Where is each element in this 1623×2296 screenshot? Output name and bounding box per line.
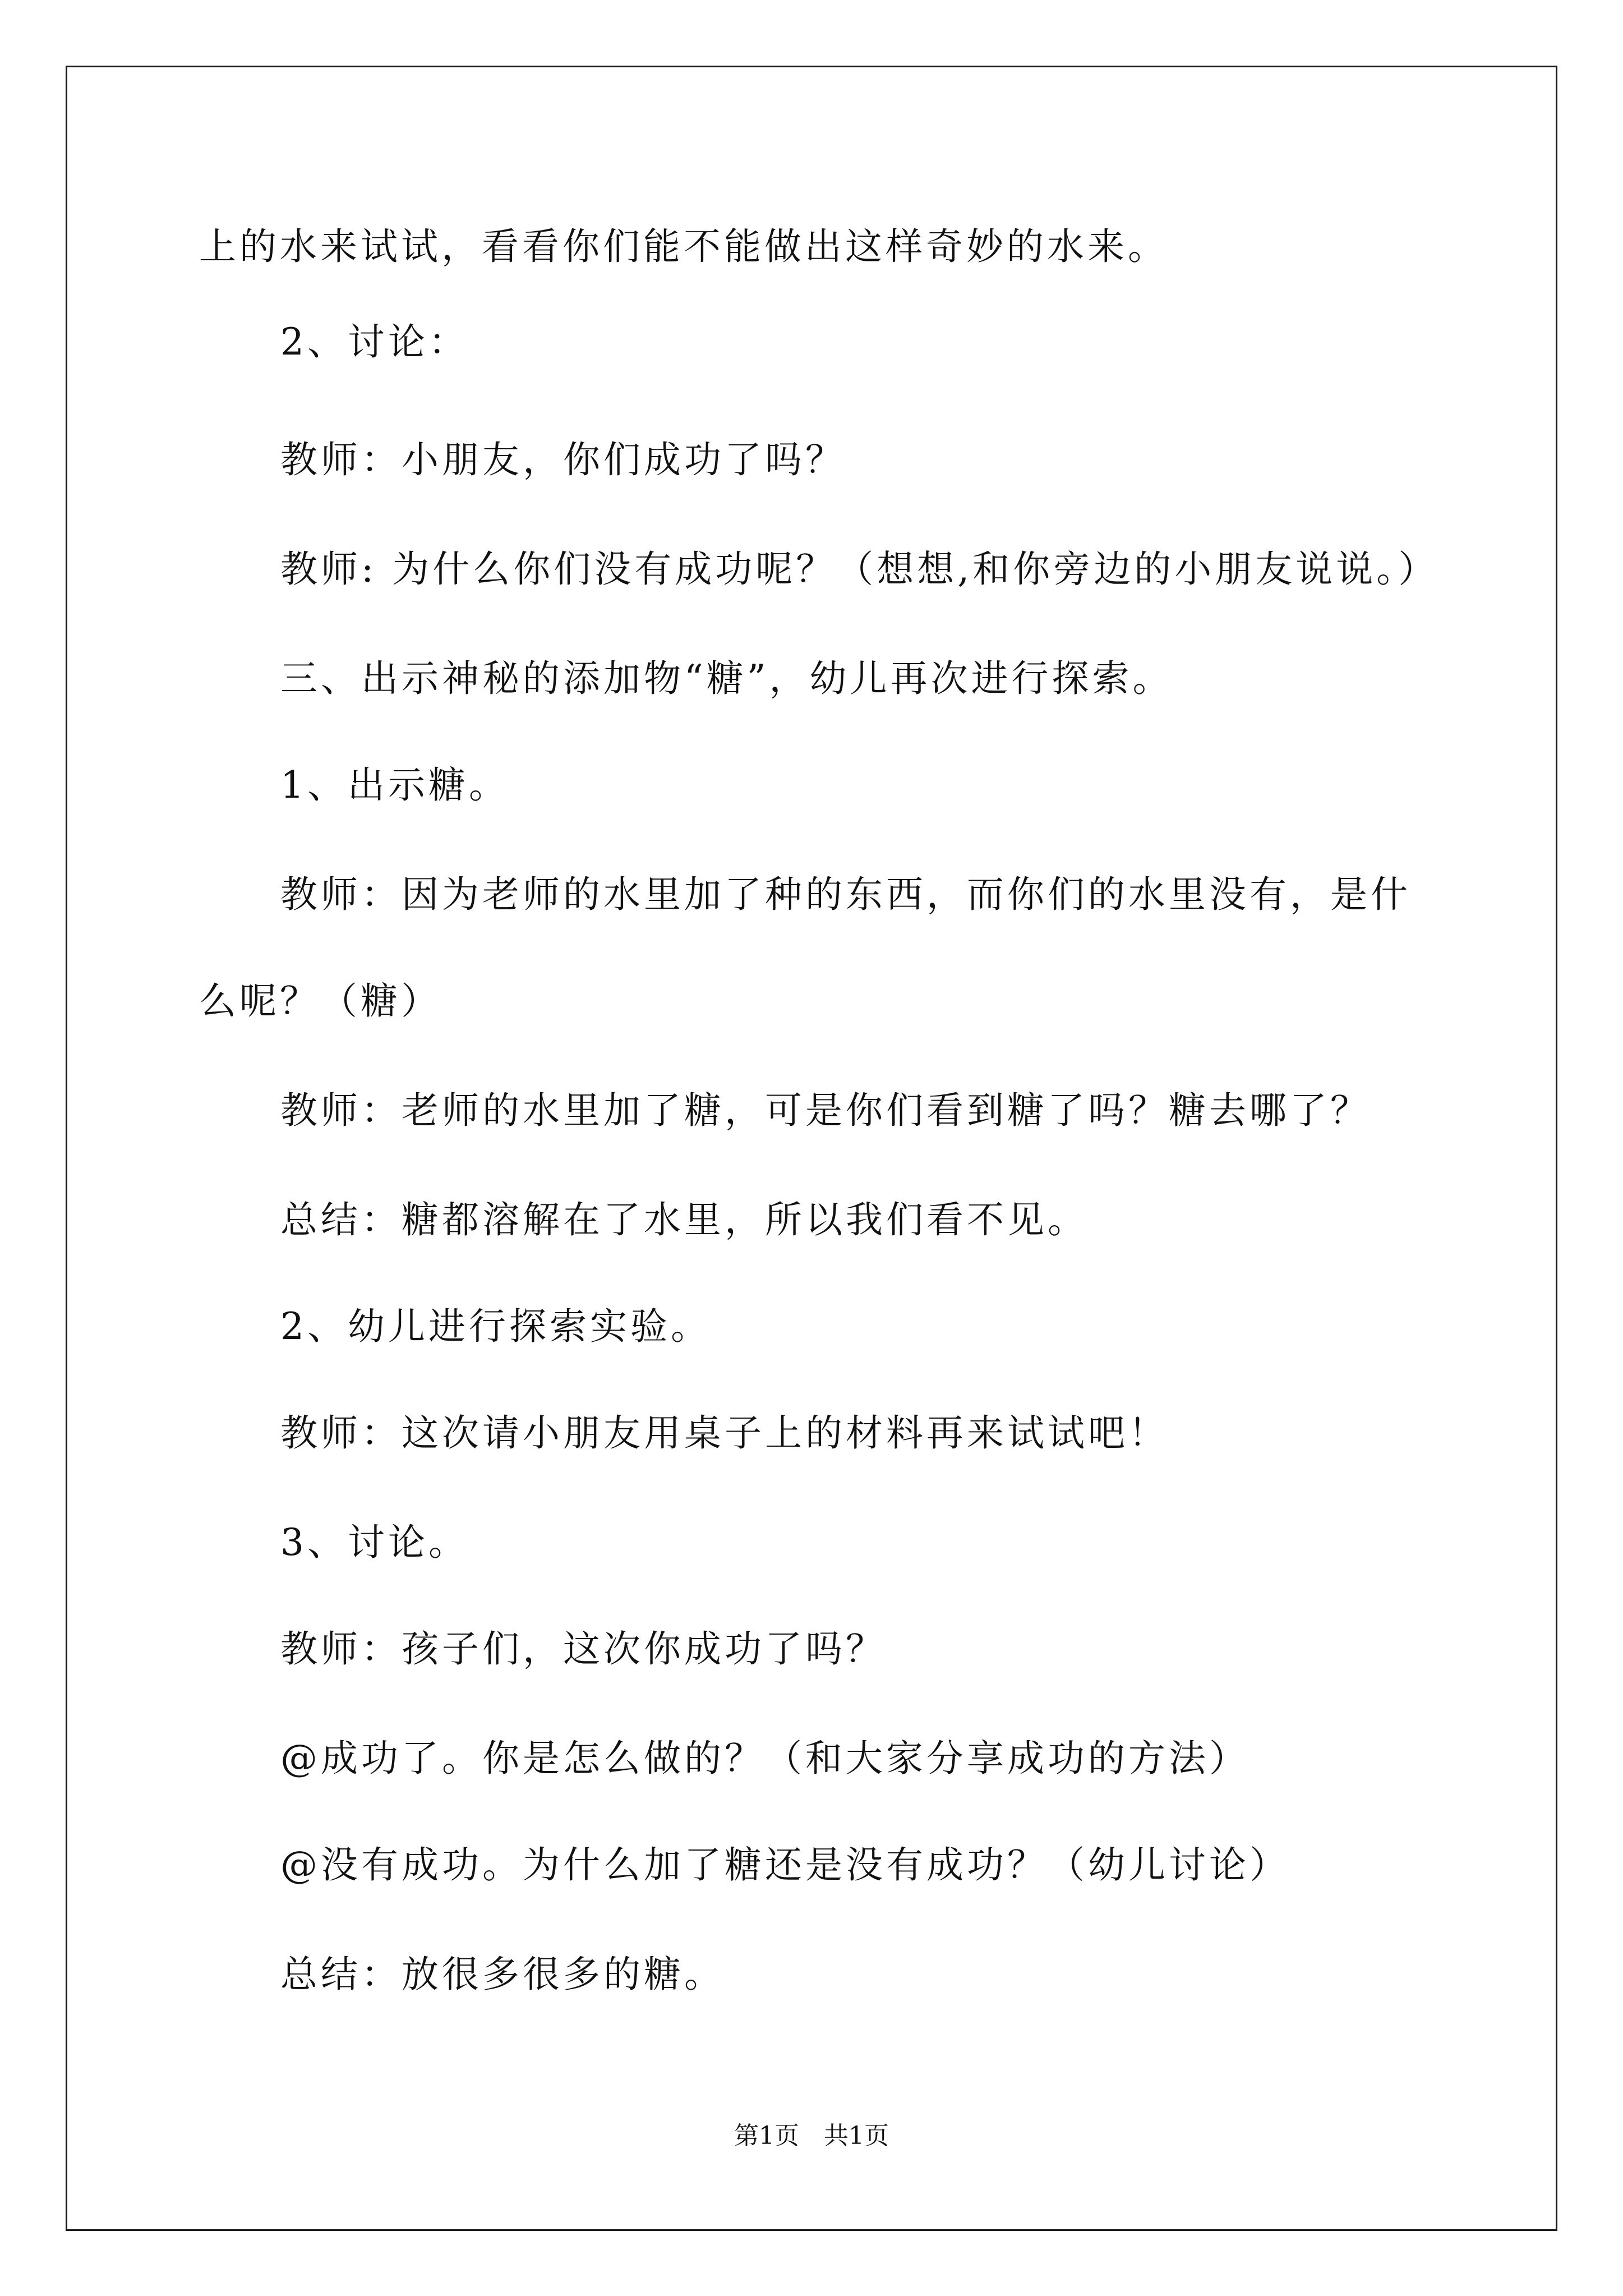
paragraph: 总结：放很多很多的糖。 (280, 1953, 725, 1996)
paragraph: 教师：这次请小朋友用桌子上的材料再来试试吧！ (280, 1411, 1169, 1455)
page-border (66, 66, 1557, 2231)
paragraph-continuation: 么呢？（糖） (199, 979, 441, 1023)
page-number-footer: 第1页 共1页 (734, 2122, 889, 2150)
paragraph: 总结：糖都溶解在了水里，所以我们看不见。 (280, 1198, 1088, 1241)
paragraph: @没有成功。为什么加了糖还是没有成功？（幼儿讨论） (280, 1843, 1290, 1887)
paragraph-heading: 3、讨论。 (280, 1521, 469, 1564)
paragraph: 教师：小朋友，你们成功了吗？ (280, 438, 846, 481)
paragraph-continuation: 上的水来试试，看看你们能不能做出这样奇妙的水来。 (199, 225, 1168, 268)
paragraph-heading: 2、讨论： (280, 320, 469, 364)
paragraph: 教师: 为什么你们没有成功呢？（想想,和你旁边的小朋友说说。） (280, 547, 1439, 591)
paragraph-heading: 1、出示糖。 (280, 763, 509, 807)
section-heading: 三、出示神秘的添加物“糖”，幼儿再次进行探索。 (280, 657, 1173, 700)
paragraph: 教师：因为老师的水里加了种的东西，而你们的水里没有，是什 (280, 873, 1411, 916)
paragraph: 教师：孩子们，这次你成功了吗？ (280, 1627, 886, 1671)
paragraph: @成功了。你是怎么做的？（和大家分享成功的方法） (280, 1737, 1249, 1780)
paragraph-heading: 2、幼儿进行探索实验。 (280, 1305, 711, 1348)
paragraph: 教师：老师的水里加了糖，可是你们看到糖了吗？糖去哪了？ (280, 1089, 1371, 1132)
